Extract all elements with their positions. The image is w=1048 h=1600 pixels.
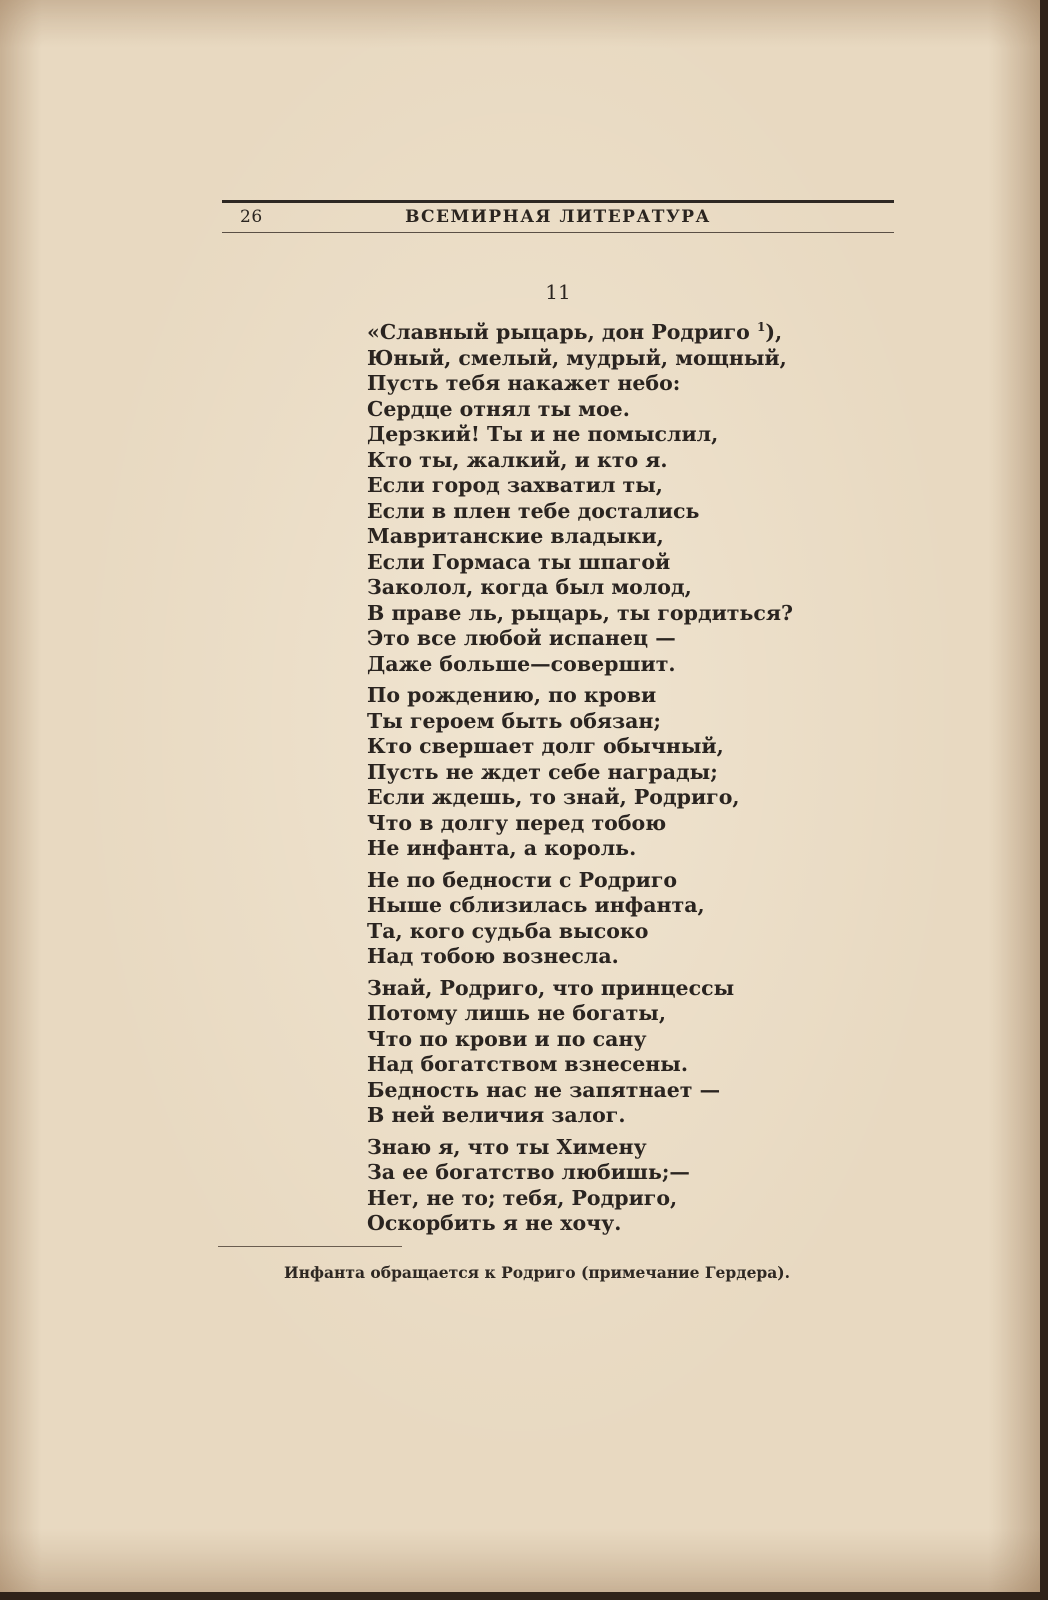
verse-line: В ней величия залог. <box>367 1103 626 1127</box>
verse-line: Если город захватил ты, <box>367 473 663 497</box>
verse-line: Оскорбить я не хочу. <box>367 1211 622 1235</box>
running-title: ВСЕМИРНАЯ ЛИТЕРАТУРА <box>405 207 711 227</box>
header-rule-bottom <box>222 232 894 233</box>
verse-line: Знаю я, что ты Химену <box>367 1134 647 1159</box>
verse-line: Дерзкий! Ты и не помыслил, <box>367 422 719 446</box>
verse-line: Сердце отнял ты мое. <box>367 396 630 421</box>
verse-line: Не инфанта, а король. <box>367 836 637 860</box>
verse-line: Что в долгу перед тобою <box>367 810 667 835</box>
footnote-marker: 1 <box>756 320 766 335</box>
verse-line: Ныше сблизилась инфанта, <box>367 893 705 917</box>
verse-line: Над тобою вознесла. <box>367 944 619 968</box>
verse-line: Если Гормаса ты шпагой <box>367 549 671 574</box>
verse-line: По рождению, по крови <box>367 683 657 707</box>
footnote-rule <box>218 1246 402 1247</box>
verse-line: Потому лишь не богаты, <box>367 1001 666 1025</box>
stanza-1 <box>367 320 797 677</box>
verse-line: Пусть не ждет себе награды; <box>367 759 718 784</box>
verse-line: Не по бедности с Родриго <box>367 867 678 892</box>
verse-line: За ее богатство любишь;— <box>367 1160 690 1184</box>
verse-line: Юный, смелый, мудрый, мощный, <box>367 345 787 370</box>
verse-line: Над богатством взнесены. <box>367 1052 688 1076</box>
verse-line: Нет, не то; тебя, Родриго, <box>367 1185 678 1210</box>
stanza-5 <box>367 1135 797 1237</box>
verse-line-first-text: «Славный рыцарь, дон Родриго <box>367 320 750 344</box>
section-number: 11 <box>545 280 571 304</box>
stanza-3 <box>367 868 797 970</box>
verse-line: Заколол, когда был молод, <box>367 575 692 599</box>
verse-line-first-tail: ), <box>765 320 783 344</box>
verse-line: Мавританские владыки, <box>367 524 664 548</box>
verse-line: Это все любой испанец — <box>367 626 676 650</box>
verse-line: В праве ль, рыцарь, ты гордиться? <box>367 600 794 625</box>
page-number: 26 <box>240 207 263 227</box>
verse-line: Та, кого судьба высоко <box>367 918 649 943</box>
verse-line: Знай, Родриго, что принцессы <box>367 975 735 1000</box>
verse-line: Если в плен тебе достались <box>367 498 700 523</box>
stanza-4 <box>367 976 797 1129</box>
verse-line: Ты героем быть обязан; <box>367 708 661 733</box>
stanza-2 <box>367 683 797 862</box>
verse-line: Пусть тебя накажет небо: <box>367 371 681 395</box>
poem <box>367 320 797 1243</box>
verse-line: Даже больше—совершит. <box>367 651 676 676</box>
header-rule-top <box>222 200 894 203</box>
page-edge-shadow <box>1040 0 1048 1600</box>
verse-line: Что по крови и по сану <box>367 1026 647 1051</box>
footnote-text: Инфанта обращается к Родриго (примечание Гердера). <box>284 1263 791 1282</box>
verse-line: Кто ты, жалкий, и кто я. <box>367 447 668 472</box>
verse-line: Бедность нас не запятнает — <box>367 1077 721 1102</box>
verse-line-first <box>367 320 797 346</box>
verse-line: Кто свершает долг обычный, <box>367 734 724 758</box>
page-bottom-shadow <box>0 1592 1048 1600</box>
verse-line: Если ждешь, то знай, Родриго, <box>367 785 740 809</box>
